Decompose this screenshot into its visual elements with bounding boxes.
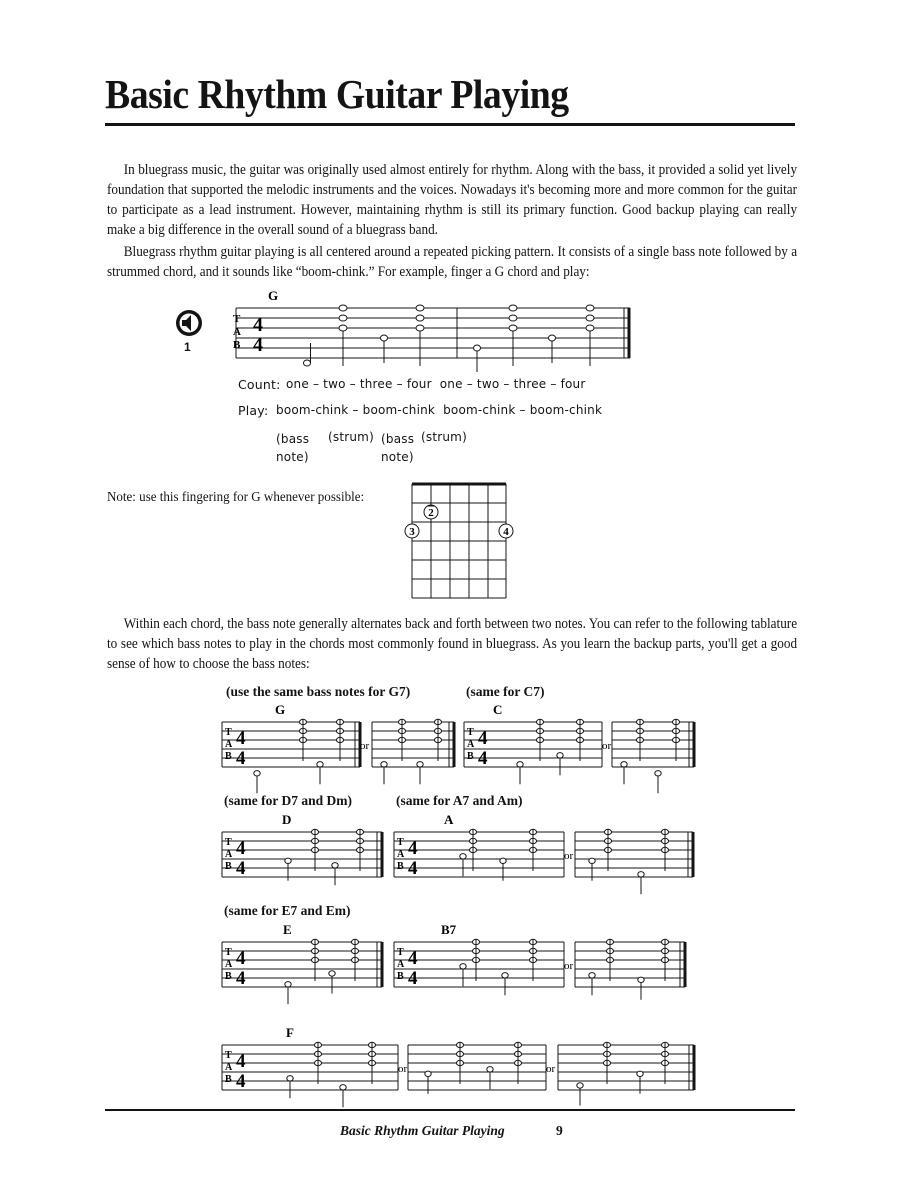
bass-note	[638, 977, 644, 982]
chord-name-g: G	[275, 702, 286, 717]
time-sig-bottom: 4	[408, 858, 418, 879]
chord-label-g: G	[268, 288, 279, 303]
annotation-bass-note-1: (bass note)	[276, 432, 310, 464]
tab-letter-b: B	[225, 751, 232, 762]
fingering-note: Note: use this fingering for G whenever possible:	[107, 490, 365, 505]
paragraph-pattern: Bluegrass rhythm guitar playing is all centered around a repeated picking pattern. It consists of a single bass note followed by a strummed chord, and it sounds like “boom-chink.” For example, finger a G chord and play:	[107, 244, 798, 280]
c-chart-note: (same for C7)	[466, 684, 545, 699]
a-chart-note: (same for A7 and Am)	[396, 793, 523, 808]
chord-name-b7: B7	[441, 922, 457, 937]
bass-note	[517, 762, 523, 767]
tab-letter-b: B	[225, 1074, 232, 1085]
annotation-strum-1: (strum)	[328, 430, 374, 444]
tab-letter-a: A	[397, 959, 405, 970]
bass-note	[621, 762, 627, 767]
tab-letter-t: T	[397, 947, 404, 958]
time-sig-bottom: 4	[236, 858, 246, 879]
or-label: or	[564, 850, 574, 862]
bass-note	[381, 762, 387, 767]
chord-name-c: C	[493, 702, 503, 717]
tab-letter-b: B	[397, 861, 404, 872]
tab-letter-b: B	[225, 971, 232, 982]
tab-letter-t: T	[467, 727, 474, 738]
chord-name-f: F	[286, 1025, 294, 1040]
bass-note	[589, 858, 595, 863]
play-text: boom-chink – boom-chink boom-chink – boom-chink	[276, 403, 603, 417]
footer-title: Basic Rhythm Guitar Playing	[340, 1123, 505, 1138]
count-label: Count:	[238, 377, 281, 392]
annotation-bass-note-2: (bass note)	[381, 432, 415, 464]
time-sig-bottom: 4	[236, 1071, 246, 1092]
tab-letter-t: T	[225, 837, 232, 848]
bass-note	[500, 858, 506, 863]
bass-note	[460, 854, 466, 859]
time-sig-bottom: 4	[408, 968, 418, 989]
bass-note	[417, 762, 423, 767]
time-sig-top: 4	[253, 314, 263, 336]
bass-note	[502, 973, 508, 978]
page-title: Basic Rhythm Guitar Playing	[105, 71, 569, 117]
tab-letter-a: A	[225, 849, 233, 860]
chord-name-a: A	[444, 812, 454, 827]
time-sig-top: 4	[236, 1051, 246, 1072]
or-label: or	[360, 740, 370, 752]
tab-letter-t: T	[225, 947, 232, 958]
bass-note	[425, 1071, 431, 1076]
bass-note	[557, 753, 563, 758]
or-label: or	[398, 1063, 408, 1075]
bass-note	[637, 1071, 643, 1076]
bass-note	[285, 982, 291, 987]
footer-rule	[105, 1109, 795, 1111]
time-sig-bottom: 4	[478, 748, 488, 769]
bass-note	[487, 1067, 493, 1072]
time-sig-top: 4	[478, 728, 488, 749]
time-sig-top: 4	[236, 948, 246, 969]
time-sig-top: 4	[236, 838, 246, 859]
tab-letter-t: T	[225, 727, 232, 738]
annotation-strum-2: (strum)	[421, 430, 467, 444]
g-chart-note: (use the same bass notes for G7)	[226, 684, 411, 699]
tab-letter-b: B	[467, 751, 474, 762]
tab-letter-a: A	[225, 1062, 233, 1073]
e-chart-note: (same for E7 and Em)	[224, 903, 351, 918]
time-sig-top: 4	[408, 948, 418, 969]
tab-letter-a: A	[225, 959, 233, 970]
d-chart-note: (same for D7 and Dm)	[224, 793, 352, 808]
bass-note	[287, 1076, 293, 1081]
finger-4: 4	[503, 526, 509, 538]
chord-name-e: E	[283, 922, 292, 937]
tab-letter-a: A	[225, 739, 233, 750]
bass-note	[460, 964, 466, 969]
time-sig-bottom: 4	[236, 748, 246, 769]
bass-note	[577, 1083, 583, 1088]
play-label: Play:	[238, 403, 269, 418]
tab-letter-b: B	[225, 861, 232, 872]
bass-note	[340, 1085, 346, 1090]
tab-letter-a: A	[233, 326, 241, 338]
tab-letter-b: B	[233, 339, 241, 351]
tab-letter-t: T	[397, 837, 404, 848]
or-label: or	[564, 960, 574, 972]
page-number: 9	[556, 1123, 563, 1138]
time-sig-top: 4	[236, 728, 246, 749]
paragraph-intro: In bluegrass music, the guitar was originally used almost entirely for rhythm. Along with the bass, it provided a solid yet lively foundation that supported the melodic instruments and the voices. Nowadays it's becoming more and more common for the guitar to participate as a lead instrument. However, maintaining rhythm is still its primary function. Good backup playing can really make a big difference in the overall sound of a bluegrass band.	[107, 162, 798, 238]
chord-name-d: D	[282, 812, 292, 827]
bass-note	[329, 971, 335, 976]
or-label: or	[602, 740, 612, 752]
tab-letter-b: B	[397, 971, 404, 982]
bass-note	[285, 858, 291, 863]
paragraph-bass-notes: Within each chord, the bass note generally alternates back and forth between two notes. You can refer to the following tablature to see which bass notes to play in the chords most commonly found in bluegrass. As you learn the backup parts, you'll get a good sense of how to choose the bass notes:	[107, 616, 798, 672]
time-sig-top: 4	[408, 838, 418, 859]
finger-3: 3	[409, 526, 415, 538]
bass-note	[655, 771, 661, 776]
time-sig-bottom: 4	[253, 334, 263, 356]
bass-note	[638, 872, 644, 877]
tab-letter-t: T	[233, 313, 241, 325]
or-label: or	[546, 1063, 556, 1075]
tab-letter-a: A	[397, 849, 405, 860]
bass-note	[332, 863, 338, 868]
tab-letter-t: T	[225, 1050, 232, 1061]
count-text: one – two – three – four one – two – three – four	[286, 377, 586, 391]
bass-note	[589, 973, 595, 978]
tab-letter-a: A	[467, 739, 475, 750]
track-number: 1	[184, 340, 191, 354]
time-sig-bottom: 4	[236, 968, 246, 989]
finger-2: 2	[428, 507, 434, 519]
bass-note	[254, 771, 260, 776]
bass-note	[317, 762, 323, 767]
